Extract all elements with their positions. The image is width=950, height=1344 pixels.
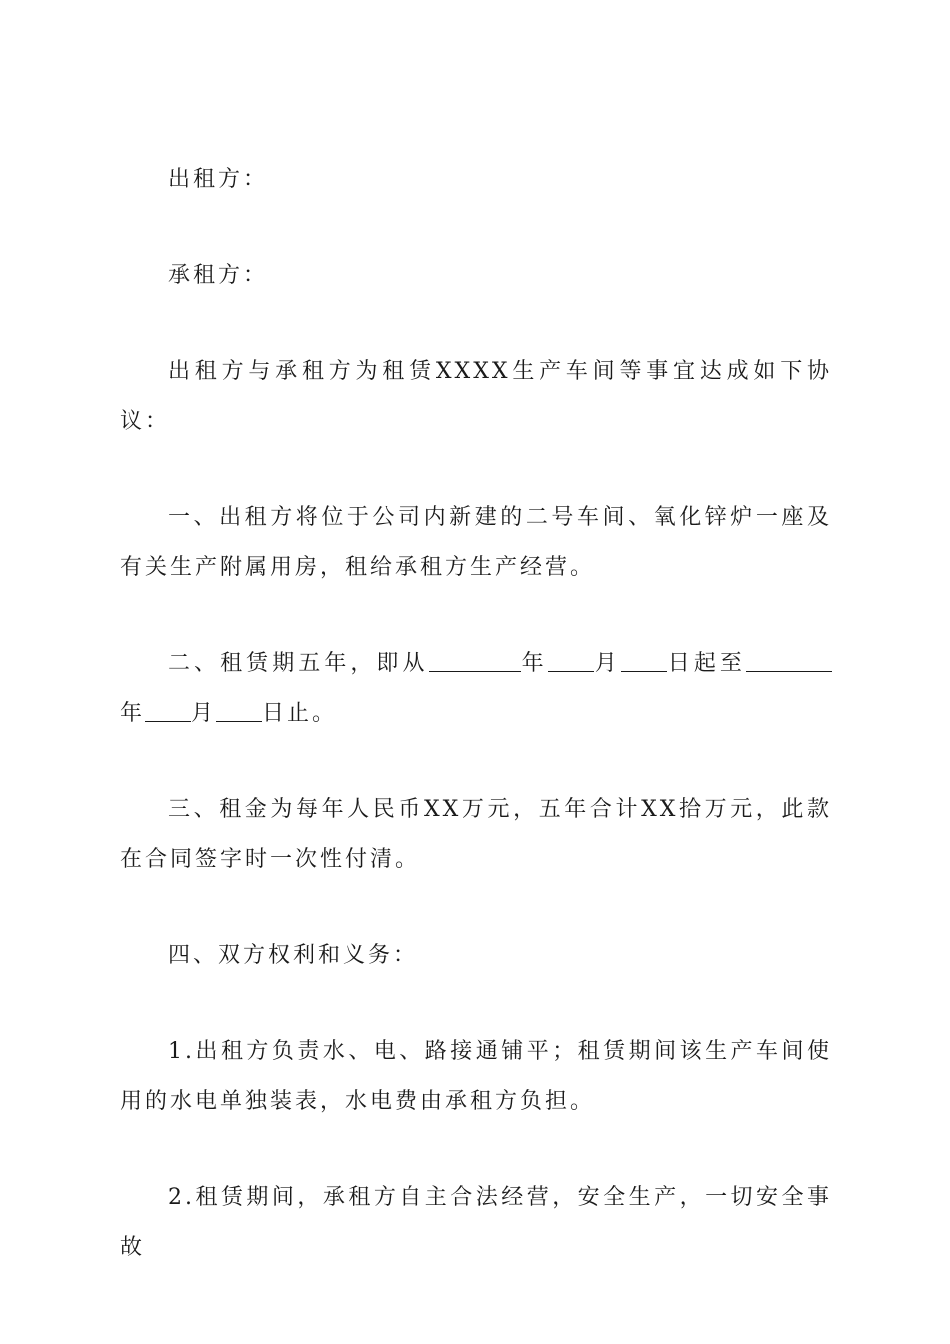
start-year-blank: [429, 649, 521, 672]
end-year-label: 年: [120, 701, 146, 726]
start-month-label: 月: [593, 651, 621, 676]
end-month-label: 月: [191, 701, 217, 726]
end-year-blank: [746, 649, 832, 672]
intro-paragraph: 出租方与承租方为租赁XXXX生产车间等事宜达成如下协议：: [120, 359, 832, 434]
lessor-line: 出租方：: [168, 167, 269, 192]
lessee-line: 承租方：: [168, 263, 269, 288]
end-day-label: 日止。: [262, 701, 338, 726]
item-2-paragraph: 2.租赁期间，承租方自主合法经营，安全生产，一切安全事故: [120, 1185, 832, 1260]
clause-2-prefix: 二、租赁期五年，即从: [168, 651, 429, 676]
start-month-blank: [548, 649, 594, 672]
end-month-blank: [145, 699, 191, 722]
start-year-label: 年: [520, 651, 548, 676]
clause-2-paragraph: [120, 639, 832, 739]
start-day-blank: [621, 649, 667, 672]
end-day-blank: [216, 699, 262, 722]
clause-3-paragraph: 三、租金为每年人民币XX万元，五年合计XX拾万元，此款在合同签字时一次性付清。: [120, 797, 832, 872]
item-1-paragraph: 1.出租方负责水、电、路接通铺平；租赁期间该生产车间使用的水电单独装表，水电费由承租方负担。: [120, 1039, 832, 1114]
clause-4-heading: 四、双方权利和义务：: [168, 943, 419, 968]
start-day-label: 日起至: [666, 651, 746, 676]
contract-body: [120, 155, 832, 1319]
clause-1-paragraph: 一、出租方将位于公司内新建的二号车间、氧化锌炉一座及有关生产附属用房，租给承租方生产经营。: [120, 505, 832, 580]
